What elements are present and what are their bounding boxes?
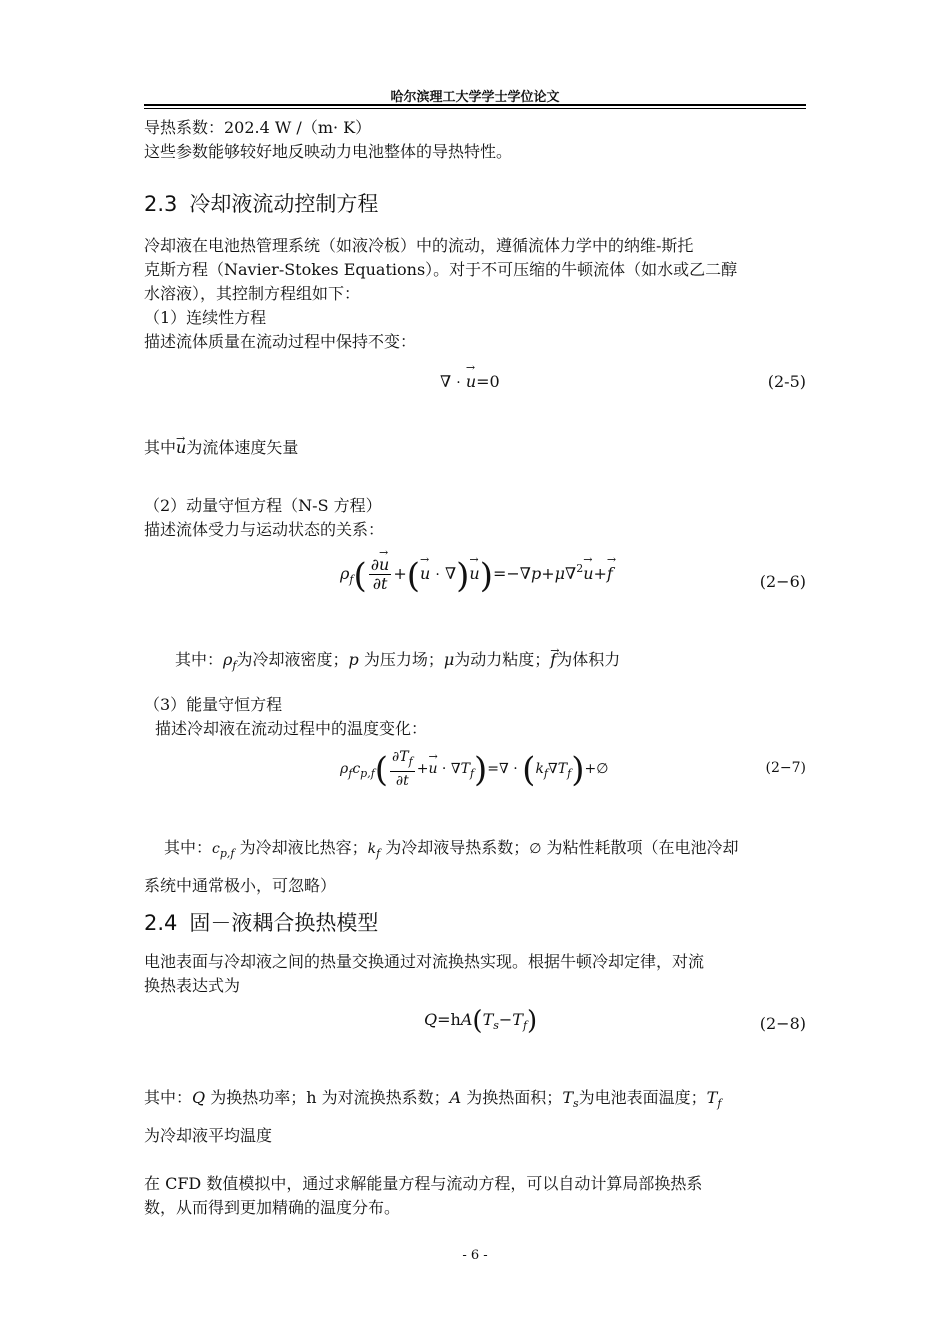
equation-2-6: $\rho_f$( $\frac{\partial u \to}{\partial t}$ +(u → · ∇)u →)=−∇p+μ∇$^2$u →+f →	[340, 556, 613, 596]
equation-number: (2−8)	[759, 1014, 806, 1033]
note-2-8: 其中：Q 为换热功率；h 为对流换热系数；A 为换热面积；$T_s$为电池表面温度；$T_f$	[144, 1088, 722, 1110]
note-2-7: 其中：$c_{p,f}$ 为冷却液比热容；$k_f$ 为冷却液导热系数；∅ 为粘性耗散项（在电池冷却	[164, 838, 739, 860]
thermal-conductivity-line: 导热系数：202.4 W /（m· K）	[144, 118, 372, 137]
header-rule-thick	[144, 104, 806, 106]
section-heading-2-3	[144, 188, 378, 218]
section-number: 2.4	[144, 911, 178, 935]
section-title: 冷却液流动控制方程	[189, 192, 379, 216]
paragraph-line: 在 CFD 数值模拟中，通过求解能量方程与流动方程，可以自动计算局部换热系	[144, 1174, 703, 1193]
energy-description: 描述冷却液在流动过程中的温度变化：	[155, 719, 428, 738]
paragraph-line: 水溶液），其控制方程组如下：	[144, 284, 361, 303]
paragraph-line: 冷却液在电池热管理系统（如液冷板）中的流动，遵循流体力学中的纳维-斯托	[144, 236, 694, 255]
subsection-momentum: （2）动量守恒方程（N-S 方程）	[144, 496, 382, 515]
paragraph-line: 数，从而得到更加精确的温度分布。	[144, 1198, 401, 1217]
paragraph-line: 电池表面与冷却液之间的热量交换通过对流换热实现。根据牛顿冷却定律，对流	[144, 952, 705, 971]
equation-number: (2−6)	[759, 572, 806, 591]
momentum-description: 描述流体受力与运动状态的关系：	[144, 520, 385, 539]
note-2-6: 其中：$\rho_f$为冷却液密度；p 为压力场；μ为动力粘度；f →为体积力	[175, 648, 620, 678]
equation-2-8: $Q=hA(T_s-T_f)$	[424, 1006, 538, 1036]
equation-number: (2−7)	[765, 760, 806, 776]
equation-number: (2-5)	[767, 372, 806, 391]
continuity-description: 描述流体质量在流动过程中保持不变：	[144, 332, 417, 351]
paragraph-line: 克斯方程（Navier-Stokes Equations）。对于不可压缩的牛顿流体（如水或乙二醇	[144, 260, 738, 279]
note-2-8-continued: 为冷却液平均温度	[144, 1126, 273, 1145]
subsection-continuity: （1）连续性方程	[144, 308, 267, 327]
running-header: 哈尔滨理工大学学士学位论文	[390, 90, 560, 105]
summary-line: 这些参数能够较好地反映动力电池整体的导热特性。	[144, 142, 513, 161]
equation-2-5: ∇ · u →=0	[440, 372, 500, 391]
subsection-energy: （3）能量守恒方程	[144, 695, 283, 714]
paragraph-line: 换热表达式为	[144, 976, 241, 995]
section-heading-2-4	[144, 907, 378, 937]
equation-2-7: $\rho_fc_{p,f}$( $\frac{\partial T_f}{\partial t}$ +u → · $\nabla T_f)=\nabla$ · $(k_f\nabla T_f)+\emptyset$	[340, 748, 608, 790]
note-2-7-continued: 系统中通常极小，可忽略）	[144, 876, 337, 895]
note-2-5: 其中u →为流体速度矢量	[144, 436, 298, 460]
section-number: 2.3	[144, 192, 178, 216]
header-rule-thin	[144, 108, 806, 109]
section-title: 固－液耦合换热模型	[189, 911, 379, 935]
page-number: - 6 -	[462, 1248, 488, 1263]
